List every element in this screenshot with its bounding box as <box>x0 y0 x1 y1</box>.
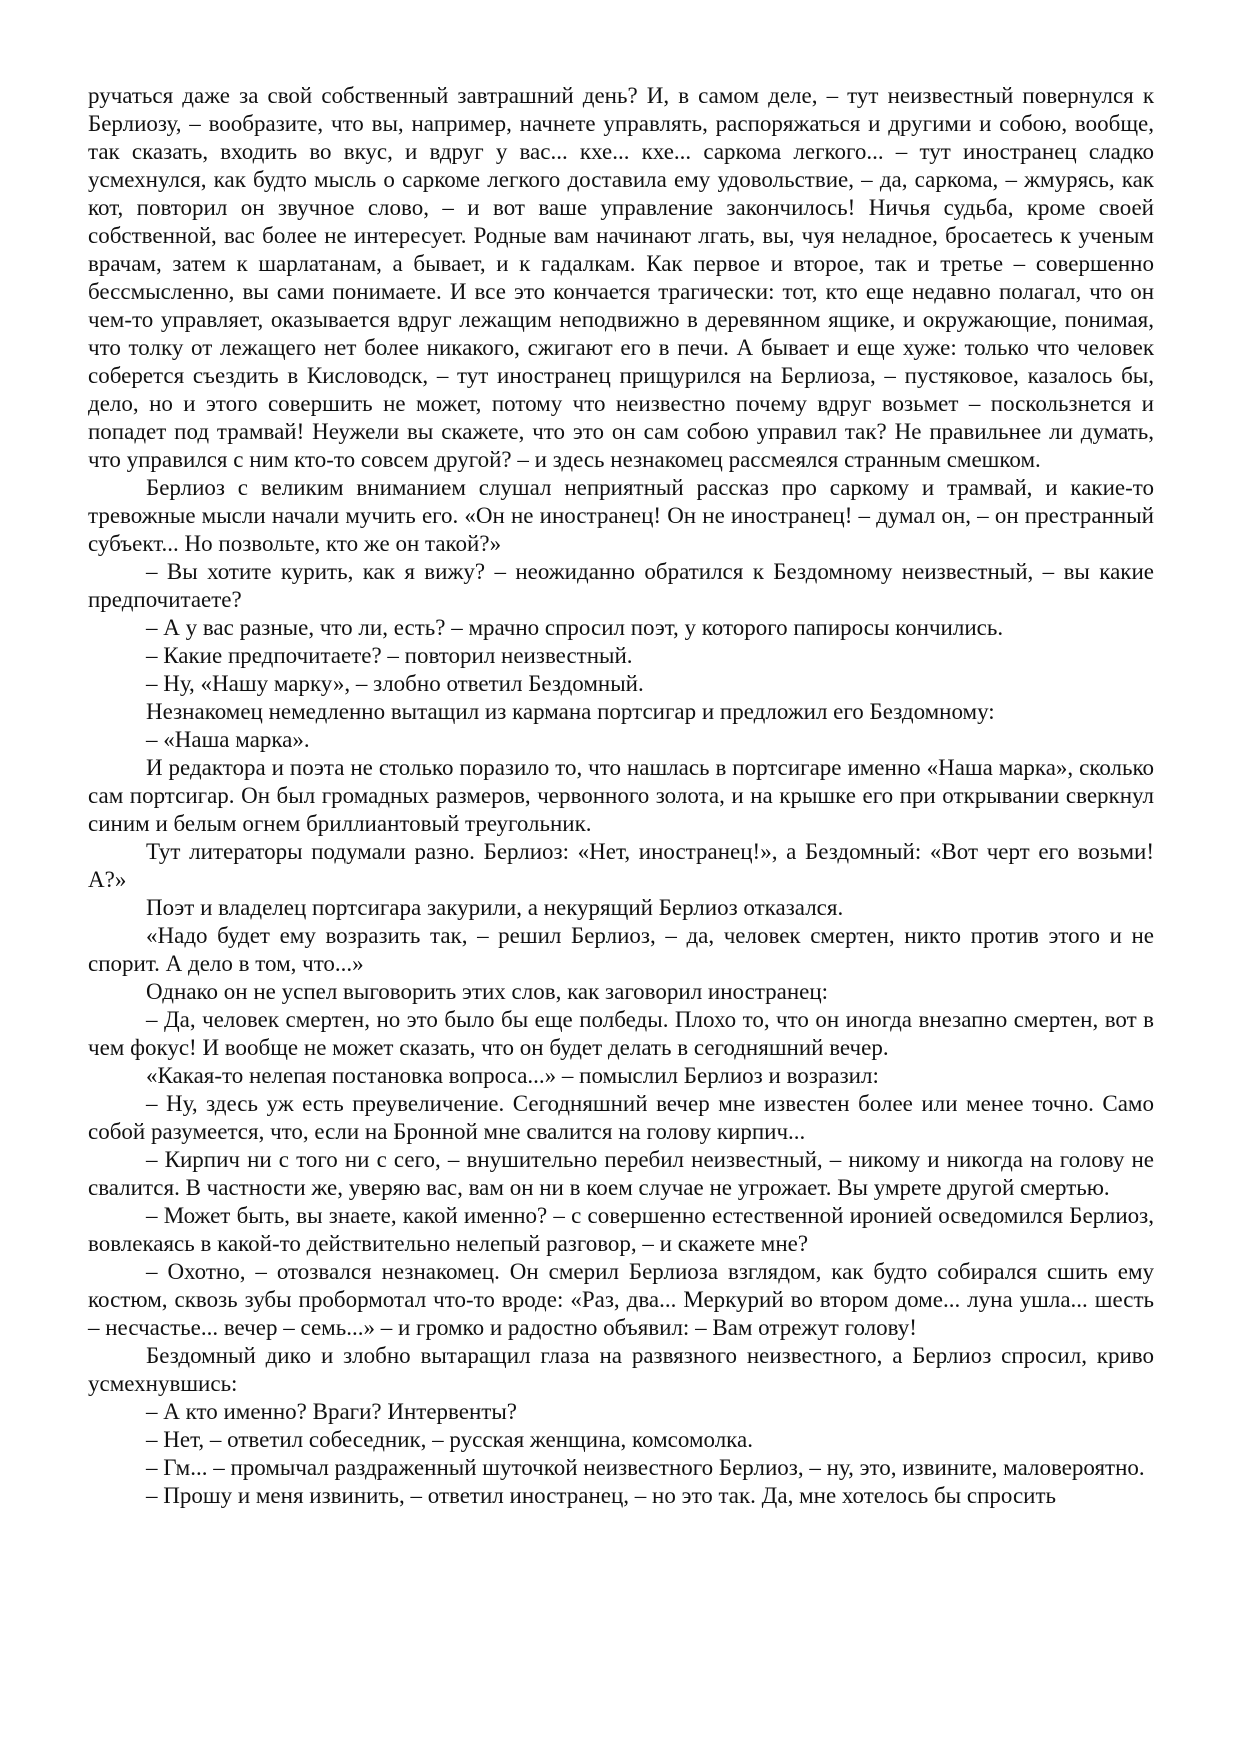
paragraph: Берлиоз с великим вниманием слушал неприятный рассказ про саркому и трамвай, и какие-то тревожные мысли начали мучить его. «Он не иностранец! Он не иностранец! – думал он, – он престранный субъект... Но позвольте, кто же он такой?» <box>88 475 1154 556</box>
paragraph: – Прошу и меня извинить, – ответил иностранец, – но это так. Да, мне хотелось бы спросить <box>146 1483 1057 1508</box>
paragraph: «Надо будет ему возразить так, – решил Берлиоз, – да, человек смертен, никто против этого и не спорит. А дело в том, что...» <box>88 923 1154 976</box>
paragraph: И редактора и поэта не столько поразило то, что нашлась в портсигаре именно «Наша марка», сколько сам портсигар. Он был громадных размеров, червонного золота, и на крышке его при открывании сверкнул синим и белым огнем бриллиантовый треугольник. <box>88 755 1154 836</box>
paragraph: – А у вас разные, что ли, есть? – мрачно спросил поэт, у которого папиросы кончились. <box>146 615 1004 640</box>
paragraph: Однако он не успел выговорить этих слов, как заговорил иностранец: <box>146 979 829 1004</box>
paragraph: – Охотно, – отозвался незнакомец. Он смерил Берлиоза взглядом, как будто собирался сшить ему костюм, сквозь зубы пробормотал что-то вроде: «Раз, два... Меркурий во втором доме... луна ушла... шесть – несчастье... вечер – семь...» – и громко и радостно объявил: – Вам отрежут голову! <box>88 1259 1154 1340</box>
paragraph: – Какие предпочитаете? – повторил неизвестный. <box>146 643 633 668</box>
paragraph: – Ну, здесь уж есть преувеличение. Сегодняшний вечер мне известен более или менее точно. Само собой разумеется, что, если на Бронной мне свалится на голову кирпич... <box>88 1091 1154 1144</box>
paragraph: Бездомный дико и злобно вытаращил глаза на развязного неизвестного, а Берлиоз спросил, криво усмехнувшись: <box>88 1343 1154 1396</box>
paragraph: – Гм... – промычал раздраженный шуточкой неизвестного Берлиоз, – ну, это, извините, маловероятно. <box>146 1455 1145 1480</box>
paragraph: Незнакомец немедленно вытащил из кармана портсигар и предложил его Бездомному: <box>146 699 995 724</box>
paragraph: Поэт и владелец портсигара закурили, а некурящий Берлиоз отказался. <box>146 895 844 920</box>
paragraph: – «Наша марка». <box>146 727 310 752</box>
paragraph: – А кто именно? Враги? Интервенты? <box>146 1399 518 1424</box>
paragraph: – Кирпич ни с того ни с сего, – внушительно перебил неизвестный, – никому и никогда на голову не свалится. В частности же, уверяю вас, вам он ни в коем случае не угрожает. Вы умрете другой смертью. <box>88 1147 1154 1200</box>
paragraph: Тут литераторы подумали разно. Берлиоз: «Нет, иностранец!», а Бездомный: «Вот черт его возьми! А?» <box>88 839 1154 892</box>
paragraph: – Да, человек смертен, но это было бы еще полбеды. Плохо то, что он иногда внезапно смертен, вот в чем фокус! И вообще не может сказать, что он будет делать в сегодняшний вечер. <box>88 1007 1154 1060</box>
paragraph: «Какая-то нелепая постановка вопроса...» – помыслил Берлиоз и возразил: <box>146 1063 879 1088</box>
paragraph: – Нет, – ответил собеседник, – русская женщина, комсомолка. <box>146 1427 753 1452</box>
paragraph: – Ну, «Нашу марку», – злобно ответил Бездомный. <box>146 671 644 696</box>
paragraph: ручаться даже за свой собственный завтрашний день? И, в самом деле, – тут неизвестный повернулся к Берлиозу, – вообразите, что вы, например, начнете управлять, распоряжаться и другими и собою, вообще, так сказать, входить во вкус, и вдруг у вас... кхе... кхе... саркома легкого... – тут иностранец сладко усмехнулся, как будто мысль о саркоме легкого доставила ему удовольствие, – да, саркома, – жмурясь, как кот, повторил он звучное слово, – и вот ваше управление закончилось! Ничья судьба, кроме своей собственной, вас более не интересует. Родные вам начинают лгать, вы, чуя неладное, бросаетесь к ученым врачам, затем к шарлатанам, а бывает, и к гадалкам. Как первое и второе, так и третье – совершенно бессмысленно, вы сами понимаете. И все это кончается трагически: тот, кто еще недавно полагал, что он чем-то управляет, оказывается вдруг лежащим неподвижно в деревянном ящике, и окружающие, понимая, что толку от лежащего нет более никакого, сжигают его в печи. А бывает и еще хуже: только что человек соберется съездить в Кисловодск, – тут иностранец прищурился на Берлиоза, – пустяковое, казалось бы, дело, но и этого совершить не может, потому что неизвестно почему вдруг возьмет – поскользнется и попадет под трамвай! Неужели вы скажете, что это он сам собою управил так? Не правильнее ли думать, что управился с ним кто-то совсем другой? – и здесь незнакомец рассмеялся странным смешком. <box>88 83 1154 472</box>
paragraph: – Может быть, вы знаете, какой именно? – с совершенно естественной иронией осведомился Берлиоз, вовлекаясь в какой-то действительно нелепый разговор, – и скажете мне? <box>88 1203 1154 1256</box>
paragraph: – Вы хотите курить, как я вижу? – неожиданно обратился к Бездомному неизвестный, – вы какие предпочитаете? <box>88 559 1154 612</box>
document-page <box>88 82 1154 1510</box>
